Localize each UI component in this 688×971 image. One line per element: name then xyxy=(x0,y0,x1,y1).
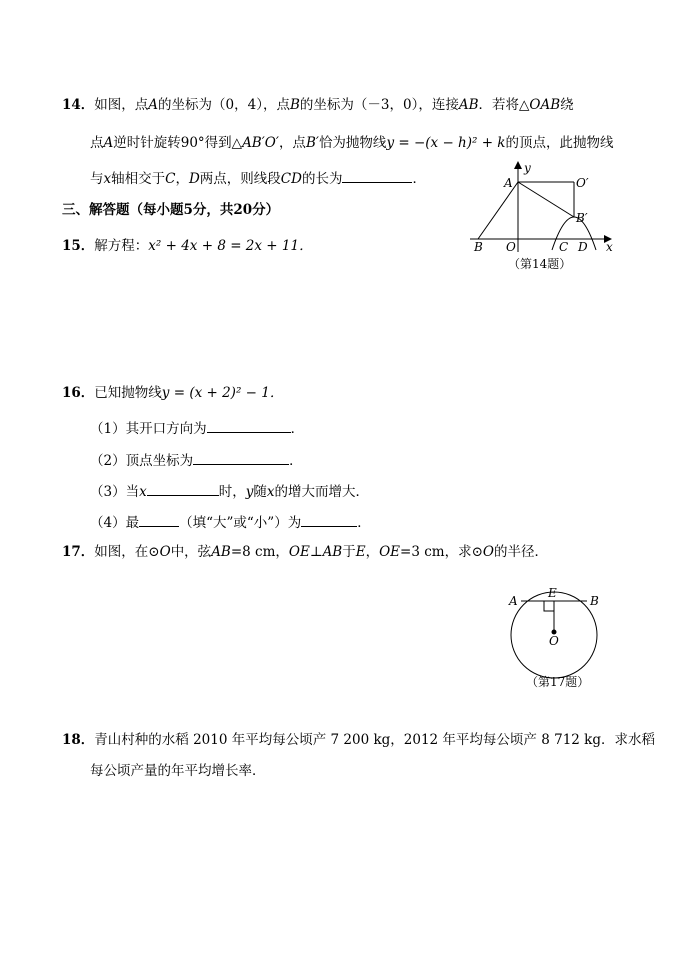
var-abo: AB′O′ xyxy=(242,135,279,151)
label-b: B xyxy=(590,594,599,608)
q16-text: （3）当 xyxy=(90,484,140,500)
q14-text: ．若将△ xyxy=(478,97,530,113)
q17-text: 的半径． xyxy=(493,544,548,560)
var-d: D xyxy=(188,171,200,187)
q14-text: 的坐标为（－3，0），连接 xyxy=(299,97,459,113)
var-o: O xyxy=(482,544,494,560)
q14-text: 的坐标为（0，4），点 xyxy=(158,97,290,113)
q14-line1 xyxy=(62,96,574,114)
q16-text: 的增大而增大． xyxy=(274,484,369,500)
q16-text: ． xyxy=(357,515,371,531)
segment-ab-prime xyxy=(518,182,574,217)
q17-text: =3 cm，求⊙ xyxy=(400,544,483,560)
q16-text: 已知抛物线 xyxy=(94,385,162,401)
figure-14 xyxy=(470,160,620,260)
q14-text: ，点 xyxy=(278,135,306,151)
right-angle-mark xyxy=(544,601,554,611)
q16-formula: y = (x + 2)² − 1． xyxy=(161,385,284,401)
q16-part3 xyxy=(90,481,369,501)
section-heading: 三、解答题（每小题5分，共20分） xyxy=(62,202,280,218)
var-ab: AB xyxy=(211,544,231,560)
q15-text: 解方程： xyxy=(94,238,149,254)
q14-text: ． xyxy=(412,171,426,187)
q17-text: =8 cm， xyxy=(230,544,289,560)
var-ab: AB xyxy=(322,544,343,560)
q16-text: （2）顶点坐标为 xyxy=(90,453,194,469)
var-oe: OE xyxy=(379,544,401,560)
answer-blank[interactable] xyxy=(139,512,179,527)
parabola-formula: y = −(x − h)² + k xyxy=(386,135,506,151)
label-e: E xyxy=(548,586,557,600)
label-b: B xyxy=(474,240,483,254)
var-c: C xyxy=(165,171,176,187)
q15-line xyxy=(62,237,313,255)
q18-number: 18． xyxy=(62,732,95,748)
q14-text: 点 xyxy=(90,135,104,151)
q16-part2 xyxy=(90,450,303,470)
q14-text: 绕 xyxy=(560,97,574,113)
var-a: A xyxy=(148,97,159,113)
answer-blank[interactable] xyxy=(147,481,219,496)
q17-number: 17． xyxy=(62,544,95,560)
q16-text: ． xyxy=(290,421,305,437)
q14-text: 轴相交于 xyxy=(111,171,166,187)
var-y: y xyxy=(245,484,254,500)
q17-text: ⊥ xyxy=(309,544,323,560)
answer-blank[interactable] xyxy=(342,168,412,183)
q16-text: 随 xyxy=(253,484,267,500)
q16-text: （填“大”或“小”）为 xyxy=(179,515,302,531)
label-b-prime: B′ xyxy=(576,211,588,225)
q16-text: （4）最 xyxy=(90,515,140,531)
var-oe: OE xyxy=(288,544,310,560)
q14-text: 的顶点，此抛物线 xyxy=(505,135,614,151)
q16-text: ． xyxy=(289,453,303,469)
var-x: x xyxy=(266,484,275,500)
q14-text: 与 xyxy=(90,171,104,187)
var-o: O xyxy=(159,544,171,560)
label-o: O xyxy=(549,634,559,648)
answer-blank[interactable] xyxy=(301,512,357,527)
q14-text: 两点，则线段 xyxy=(199,171,281,187)
q14-number: 14． xyxy=(62,97,95,113)
var-b: B xyxy=(289,97,300,113)
q16-line xyxy=(62,384,283,402)
q17-text: 如图，在⊙ xyxy=(94,544,160,560)
var-ab: AB xyxy=(458,97,479,113)
answer-blank[interactable] xyxy=(207,418,291,433)
q15-equation: x² + 4x + 8 = 2x + 11． xyxy=(148,238,313,254)
q16-part4 xyxy=(90,512,371,532)
q17-line xyxy=(62,543,548,561)
q16-text: 时， xyxy=(218,484,246,500)
q14-text: 恰为抛物线 xyxy=(318,135,387,151)
var-oab: OAB xyxy=(529,97,561,113)
label-a: A xyxy=(509,594,518,608)
q17-text: ， xyxy=(365,544,380,560)
var-a: A xyxy=(103,135,114,151)
q15-number: 15． xyxy=(62,238,95,254)
figure-17-caption: （第17题） xyxy=(526,675,590,689)
var-x: x xyxy=(103,171,112,187)
q14-text: 逆时针旋转90°得到△ xyxy=(113,135,243,151)
var-cd: CD xyxy=(280,171,302,187)
segment-ab xyxy=(478,182,518,239)
label-y: y xyxy=(524,161,531,175)
label-o-prime: O′ xyxy=(576,176,589,190)
q14-line2 xyxy=(90,134,614,152)
label-d: D xyxy=(578,240,588,254)
q14-text: ， xyxy=(175,171,189,187)
figure-14-caption: （第14题） xyxy=(508,257,572,271)
q18-line1 xyxy=(62,731,655,749)
q16-text: （1）其开口方向为 xyxy=(90,421,207,437)
q14-text: 如图，点 xyxy=(94,97,149,113)
var-bprime: B′ xyxy=(305,135,319,151)
q17-text: 于 xyxy=(342,544,356,560)
q18-text: 青山村种的水稻 2010 年平均每公顷产 7 200 kg，2012 年平均每公顷产 8 712 kg．求水稻 xyxy=(94,732,655,748)
q14-line3 xyxy=(90,168,426,188)
label-a: A xyxy=(504,176,513,190)
label-x: x xyxy=(606,240,613,254)
q16-number: 16． xyxy=(62,385,95,401)
var-x: x xyxy=(139,484,147,500)
q14-text: 的长为 xyxy=(301,171,343,187)
q17-text: 中，弦 xyxy=(170,544,212,560)
q18-line2: 每公顷产量的年平均增长率． xyxy=(90,763,266,779)
answer-blank[interactable] xyxy=(193,450,289,465)
label-c: C xyxy=(559,240,569,254)
var-e: E xyxy=(355,544,366,560)
q16-part1 xyxy=(90,418,304,438)
label-o: O xyxy=(506,240,516,254)
